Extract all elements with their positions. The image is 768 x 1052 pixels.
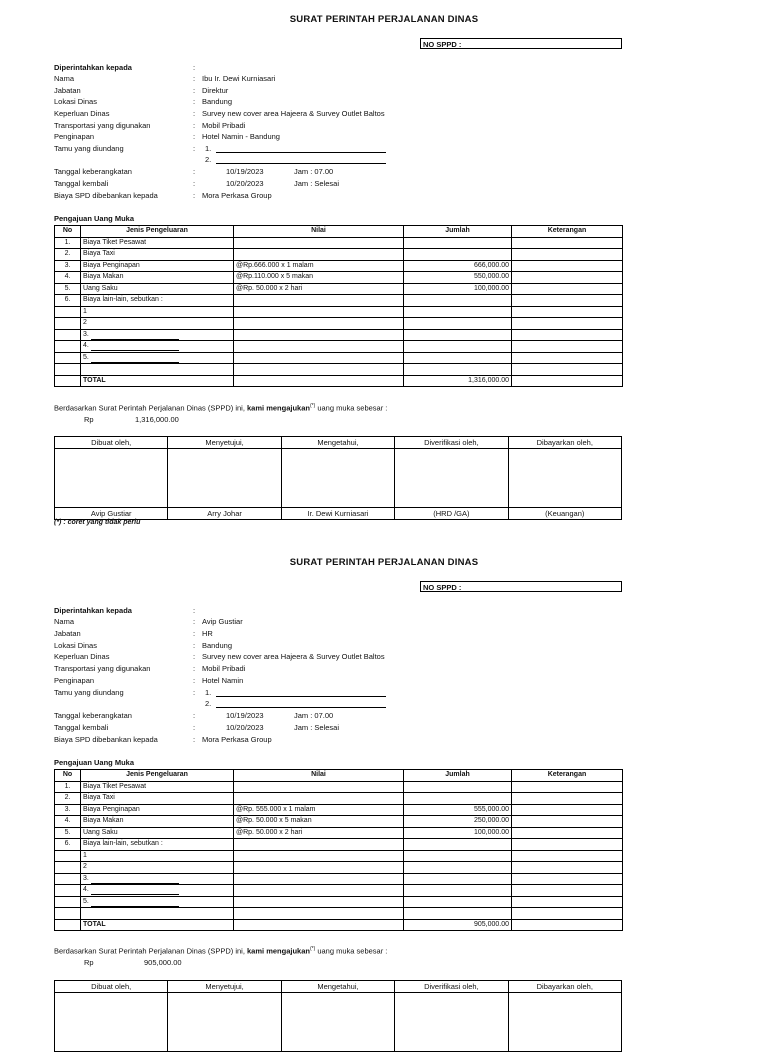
advance-table: [54, 225, 623, 387]
table-row: 6. Biaya lain-lain, sebutkan :: [55, 295, 623, 307]
guest-2-line: [216, 707, 386, 708]
table-row: 6. Biaya lain-lain, sebutkan :: [55, 839, 623, 851]
return-date: 10/20/2023: [226, 723, 264, 732]
signer-name: (Keuangan): [508, 508, 621, 520]
table-row: 4. Biaya Makan @Rp. 50.000 x 5 makan 250,000.00: [55, 816, 623, 828]
rp-label: Rp: [84, 415, 94, 424]
footnote: (*) : coret yang tidak perlu: [54, 519, 141, 526]
col-header-nilai: Nilai: [234, 226, 404, 238]
table-row-sub: 3.: [55, 329, 623, 341]
table-row-sub: 3.: [55, 873, 623, 885]
advance-title: Pengajuan Uang Muka: [54, 214, 135, 223]
table-row-sub: 4.: [55, 885, 623, 897]
field-value-lokasi: Bandung: [202, 97, 233, 106]
field-label-tamu: Tamu yang diundang: [54, 688, 124, 697]
table-row-sub: 1: [55, 850, 623, 862]
total-amount: 905,000.00: [404, 919, 512, 931]
table-row-total: TOTAL 1,316,000.00: [55, 375, 623, 387]
field-label-nama: Nama: [54, 617, 75, 626]
signature-box: [395, 449, 508, 508]
table-row-sub: 2: [55, 862, 623, 874]
table-row: 1. Biaya Tiket Pesawat: [55, 781, 623, 793]
guest-1-line: [216, 152, 386, 153]
rp-label: Rp: [84, 958, 94, 967]
charged-label: Biaya SPD dibebankan kepada: [54, 735, 158, 744]
table-row: 5. Uang Saku @Rp. 50.000 x 2 hari 100,000.00: [55, 827, 623, 839]
table-row-sub: 5.: [55, 896, 623, 908]
table-row-total: TOTAL 905,000.00: [55, 919, 623, 931]
advance-statement: Berdasarkan Surat Perintah Perjalanan Dinas (SPPD) ini, kami mengajukan(*) uang muka sebesar :: [54, 403, 388, 413]
depart-date: 10/19/2023: [226, 167, 264, 176]
table-row: 3. Biaya Penginapan @Rp. 555.000 x 1 malam 555,000.00: [55, 804, 623, 816]
charged-value: Mora Perkasa Group: [202, 735, 272, 744]
signer-name: (HRD /GA): [395, 508, 508, 520]
return-date: 10/20/2023: [226, 179, 264, 188]
field-label-lokasi: Lokasi Dinas: [54, 97, 97, 106]
table-row-blank: [55, 908, 623, 920]
col-header-no: No: [55, 226, 81, 238]
field-value-penginapan: Hotel Namin: [202, 676, 244, 685]
charged-value: Mora Perkasa Group: [202, 191, 272, 200]
field-value-jabatan: Direktur: [202, 86, 229, 95]
signature-box: [281, 449, 394, 508]
field-label-penginapan: Penginapan: [54, 132, 95, 141]
total-amount: 1,316,000.00: [404, 375, 512, 387]
table-row: 5. Uang Saku @Rp. 50.000 x 2 hari 100,000.00: [55, 283, 623, 295]
signature-table: Dibuat oleh, Menyetujui, Mengetahui, Diverifikasi oleh, Dibayarkan oleh, Avip Gustiar Arry Johar Ir. Dewi Kurniasari (HRD /GA) (Keuangan): [54, 436, 622, 520]
form-title: SURAT PERINTAH PERJALANAN DINAS: [289, 557, 479, 568]
no-sppd-field[interactable]: NO SPPD :: [420, 581, 622, 592]
rp-amount: 905,000.00: [144, 958, 182, 967]
guest-2-label: 2.: [205, 699, 212, 708]
table-row-sub: 5.: [55, 352, 623, 364]
signature-box: [55, 993, 168, 1052]
table-row-sub: 2: [55, 318, 623, 330]
table-row: 2. Biaya Taxi: [55, 249, 623, 261]
col-header-no: No: [55, 770, 81, 782]
table-row: 4. Biaya Makan @Rp.110.000 x 5 makan 550,000.00: [55, 272, 623, 284]
col-header-nilai: Nilai: [234, 770, 404, 782]
signature-box: [281, 993, 394, 1052]
signer-name: Ir. Dewi Kurniasari: [281, 508, 394, 520]
advance-statement: Berdasarkan Surat Perintah Perjalanan Dinas (SPPD) ini, kami mengajukan(*) uang muka sebesar :: [54, 946, 388, 956]
rp-amount: 1,316,000.00: [135, 415, 179, 424]
field-value-nama: Avip Gustiar: [202, 617, 243, 626]
signature-box: [508, 993, 621, 1052]
table-row: 3. Biaya Penginapan @Rp.666.000 x 1 malam 666,000.00: [55, 260, 623, 272]
signer-name: Arry Johar: [168, 508, 281, 520]
depart-time: Jam : 07.00: [294, 711, 334, 720]
col-header-jenis: Jenis Pengeluaran: [81, 770, 234, 782]
return-time: Jam : Selesai: [294, 179, 340, 188]
field-value-transportasi: Mobil Pribadi: [202, 121, 246, 130]
depart-time: Jam : 07.00: [294, 167, 334, 176]
section-label: Diperintahkan kepada: [54, 606, 132, 615]
field-label-transportasi: Transportasi yang digunakan: [54, 121, 151, 130]
signature-box: [55, 449, 168, 508]
guest-1-label: 1.: [205, 144, 212, 153]
col-header-jenis: Jenis Pengeluaran: [81, 226, 234, 238]
field-label-keperluan: Keperluan Dinas: [54, 652, 110, 661]
field-value-keperluan: Survey new cover area Hajeera & Survey Outlet Baltos: [202, 652, 385, 661]
guest-2-label: 2.: [205, 155, 212, 164]
advance-table: [54, 769, 623, 931]
signature-box: [168, 449, 281, 508]
field-value-transportasi: Mobil Pribadi: [202, 664, 246, 673]
signature-table: Dibuat oleh, Menyetujui, Mengetahui, Diverifikasi oleh, Dibayarkan oleh,: [54, 980, 622, 1052]
return-label: Tanggal kembali: [54, 179, 109, 188]
guest-1-line: [216, 696, 386, 697]
depart-date: 10/19/2023: [226, 711, 264, 720]
depart-label: Tanggal keberangkatan: [54, 167, 132, 176]
table-row-sub: 1: [55, 306, 623, 318]
field-value-nama: Ibu Ir. Dewi Kurniasari: [202, 74, 276, 83]
col-header-jumlah: Jumlah: [404, 226, 512, 238]
field-label-keperluan: Keperluan Dinas: [54, 109, 110, 118]
field-value-keperluan: Survey new cover area Hajeera & Survey Outlet Baltos: [202, 109, 385, 118]
advance-title: Pengajuan Uang Muka: [54, 758, 135, 767]
table-row-sub: 4.: [55, 341, 623, 353]
col-header-keterangan: Keterangan: [512, 226, 623, 238]
guest-1-label: 1.: [205, 688, 212, 697]
charged-label: Biaya SPD dibebankan kepada: [54, 191, 158, 200]
signature-box: [395, 993, 508, 1052]
field-value-jabatan: HR: [202, 629, 213, 638]
signature-box: [168, 993, 281, 1052]
field-label-jabatan: Jabatan: [54, 629, 81, 638]
return-time: Jam : Selesai: [294, 723, 340, 732]
field-value-penginapan: Hotel Namin - Bandung: [202, 132, 280, 141]
no-sppd-field[interactable]: NO SPPD :: [420, 38, 622, 49]
signer-name: Avip Gustiar: [55, 508, 168, 520]
field-value-lokasi: Bandung: [202, 641, 233, 650]
field-label-transportasi: Transportasi yang digunakan: [54, 664, 151, 673]
field-label-nama: Nama: [54, 74, 75, 83]
section-label: Diperintahkan kepada: [54, 63, 132, 72]
depart-label: Tanggal keberangkatan: [54, 711, 132, 720]
field-label-penginapan: Penginapan: [54, 676, 95, 685]
field-label-jabatan: Jabatan: [54, 86, 81, 95]
return-label: Tanggal kembali: [54, 723, 109, 732]
table-row: 2. Biaya Taxi: [55, 793, 623, 805]
field-label-tamu: Tamu yang diundang: [54, 144, 124, 153]
field-label-lokasi: Lokasi Dinas: [54, 641, 97, 650]
form-title: SURAT PERINTAH PERJALANAN DINAS: [289, 14, 479, 25]
col-header-jumlah: Jumlah: [404, 770, 512, 782]
table-row: 1. Biaya Tiket Pesawat: [55, 237, 623, 249]
col-header-keterangan: Keterangan: [512, 770, 623, 782]
guest-2-line: [216, 163, 386, 164]
signature-box: [508, 449, 621, 508]
table-row-blank: [55, 364, 623, 376]
